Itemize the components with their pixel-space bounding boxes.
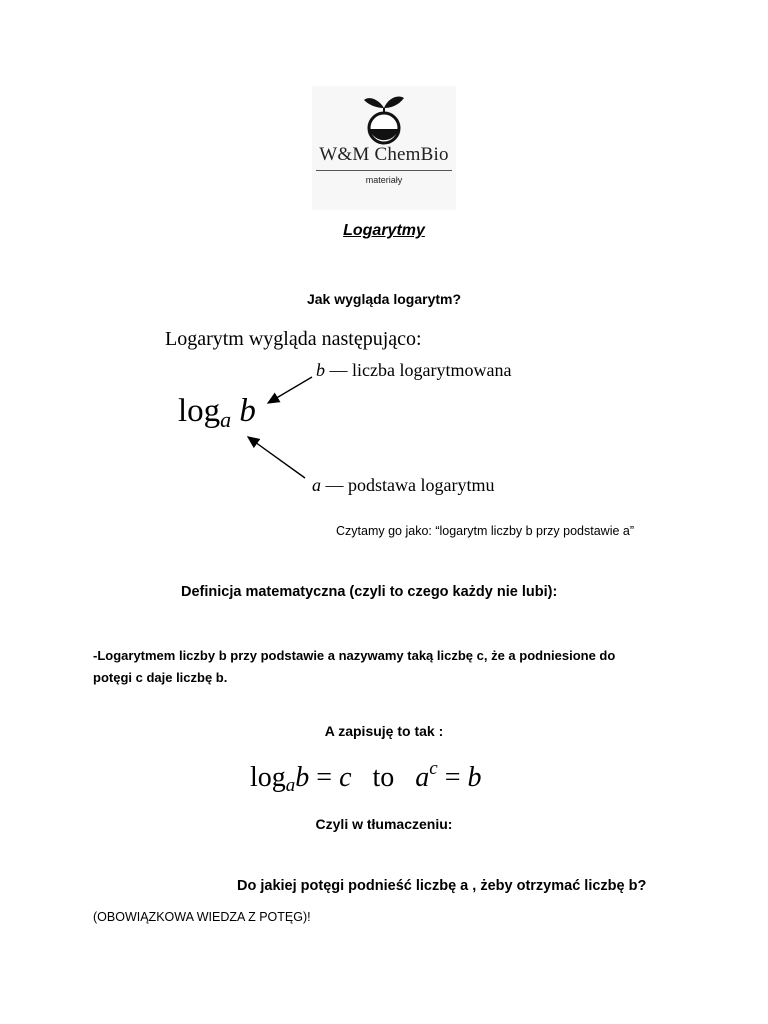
formula-base: a <box>285 775 296 796</box>
logo-brand-name: W&M ChemBio <box>319 144 449 165</box>
formula-exponent: c <box>429 758 438 779</box>
log-formula <box>250 758 482 797</box>
arrow-to-argument <box>268 377 312 403</box>
figure-b-label: — liczba logarytmowana <box>329 360 512 380</box>
figure-a-label: — podstawa logarytmu <box>325 475 495 495</box>
definition-heading: Definicja matematyczna (czyli to czego każdy nie lubi): <box>181 584 558 600</box>
notation-heading: A zapisuję to tak : <box>324 723 444 739</box>
formula-equals-2: = <box>444 762 461 793</box>
formula-log-word: log <box>250 762 286 793</box>
arrow-to-base <box>248 437 305 478</box>
logo-subtitle: materiały <box>365 175 403 185</box>
figure-log-base: a <box>220 407 232 432</box>
translation-heading: Czyli w tłumaczeniu: <box>315 816 453 832</box>
translation-question: Do jakiej potęgi podnieść liczbę a , żeby otrzymać liczbę b? <box>237 878 647 894</box>
section-heading-appearance: Jak wygląda logarytm? <box>306 291 462 307</box>
page-title: Logarytmy <box>343 222 425 239</box>
figure-intro-text: Logarytm wygląda następująco: <box>165 328 422 350</box>
formula-connector: to <box>372 762 395 793</box>
definition-body: -Logarytmem liczby b przy podstawie a nazywamy taką liczbę c, że a podniesione do potęgi c daje liczbę b. <box>93 648 616 685</box>
figure-a-annotation <box>312 475 494 496</box>
formula-c: c <box>339 762 352 793</box>
figure-b-symbol: b <box>316 360 325 380</box>
figure-log-word: log <box>178 393 221 429</box>
formula-equals: = <box>316 762 333 793</box>
formula-result: b <box>467 762 482 793</box>
read-as-text: Czytamy go jako: “logarytm liczby b przy podstawie a” <box>336 524 635 538</box>
figure-log-argument: b <box>239 393 256 429</box>
figure-a-symbol: a <box>312 475 321 495</box>
formula-argument: b <box>295 762 310 793</box>
translation-note: (OBOWIĄZKOWA WIEDZA Z POTĘG)! <box>93 910 311 924</box>
formula-power-base: a <box>415 762 430 793</box>
